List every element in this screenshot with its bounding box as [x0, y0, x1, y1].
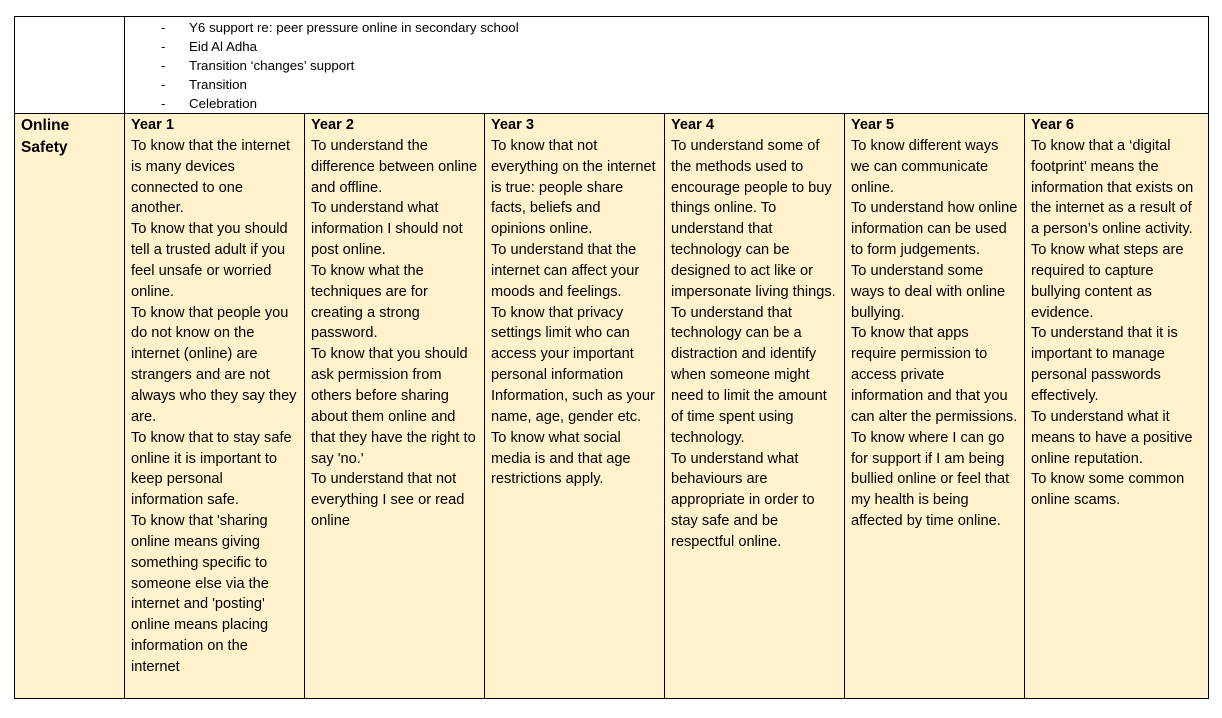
topic-bullet: - Transition ‘changes’ support [131, 56, 1202, 75]
empty-subject-cell [15, 17, 125, 114]
year-heading: Year 4 [671, 117, 715, 133]
learning-objective: To know what social media is and that age restrictions apply. [491, 429, 631, 488]
learning-objective: To know what steps are required to capture bullying content as evidence. [1031, 242, 1184, 321]
year-3-cell [485, 114, 665, 699]
curriculum-table [14, 16, 1209, 699]
learning-objective: To know that the internet is many devices connected to one another. [131, 137, 291, 217]
online-safety-row [15, 114, 1209, 699]
topic-bullet: - Transition [131, 75, 1202, 94]
learning-objective: To understand some ways to deal with online bullying. [851, 262, 1006, 321]
learning-objective: To know that a ‘digital footprint’ means the information that exists on the internet as a result of a person’s online activity. [1031, 137, 1194, 238]
learning-objective: To know some common online scams. [1031, 471, 1185, 509]
learning-objective: To understand what it means to have a positive online reputation. [1031, 408, 1193, 467]
topic-bullet: - Eid Al Adha [131, 37, 1202, 56]
learning-objective: To know that apps require permission to access private information and that you can alter the permissions. [851, 325, 1018, 425]
topic-bullet-list [131, 18, 1202, 113]
learning-objective: To know where I can go for support if I am being bullied online or feel that my health is being affected by time online. [851, 429, 1010, 530]
learning-objective: To understand how online information can be used to form judgements. [851, 200, 1018, 259]
year-5-cell [845, 114, 1025, 699]
year-4-cell [665, 114, 845, 699]
learning-objective: To know that 'sharing online means giving something specific to someone else via the internet and 'posting' online means placing information on the internet [131, 513, 269, 675]
learning-objective: To know that people you do not know on the internet (online) are strangers and are not always who they say they are. [131, 304, 297, 425]
learning-objective: To understand what behaviours are appropriate in order to stay safe and be respectful online. [671, 450, 815, 550]
year-6-cell [1025, 114, 1209, 699]
learning-objective: To know that privacy settings limit who can access your important personal information Information, such as your name, age, gender etc. [491, 304, 655, 425]
year-2-cell [305, 114, 485, 699]
learning-objective: To understand the difference between online and offline. [311, 137, 478, 196]
topic-bullet: - Celebration [131, 94, 1202, 113]
learning-objective: To know that to stay safe online it is important to keep personal information safe. [131, 429, 292, 509]
subject-cell [15, 114, 125, 699]
learning-objective: To understand some of the methods used to encourage people to buy things online. To understand that technology can be designed to act like or impersonate living things. [671, 137, 836, 300]
learning-objective: To know that not everything on the internet is true: people share facts, beliefs and opinions online. [491, 137, 656, 238]
learning-objective: To understand that it is important to manage personal passwords effectively. [1031, 325, 1178, 404]
subject-label: Online Safety [21, 117, 70, 156]
topic-bullet: - Y6 support re: peer pressure online in secondary school [131, 18, 1202, 37]
learning-objective: To know that you should tell a trusted adult if you feel unsafe or worried online. [131, 221, 288, 300]
learning-objective: To know that you should ask permission from others before sharing about them online and that they have the right to say 'no.' [311, 346, 476, 467]
learning-objective: To understand what information I should not post online. [311, 200, 463, 259]
learning-objective: To know different ways we can communicate online. [851, 137, 999, 196]
year-heading: Year 3 [491, 117, 535, 133]
learning-objective: To understand that the internet can affect your moods and feelings. [491, 242, 640, 300]
learning-objective: To understand that not everything I see or read online [311, 471, 465, 530]
year-heading: Year 6 [1031, 117, 1075, 133]
learning-objective: To understand that technology can be a distraction and identify when someone might need to limit the amount of time spent using technology. [671, 304, 827, 446]
previous-topic-row [15, 17, 1209, 114]
year-heading: Year 2 [311, 117, 355, 133]
year-heading: Year 5 [851, 117, 895, 133]
year-heading: Year 1 [131, 117, 175, 133]
topic-list-cell [125, 17, 1209, 114]
learning-objective: To know what the techniques are for creating a strong password. [311, 262, 428, 342]
year-1-cell [125, 114, 305, 699]
